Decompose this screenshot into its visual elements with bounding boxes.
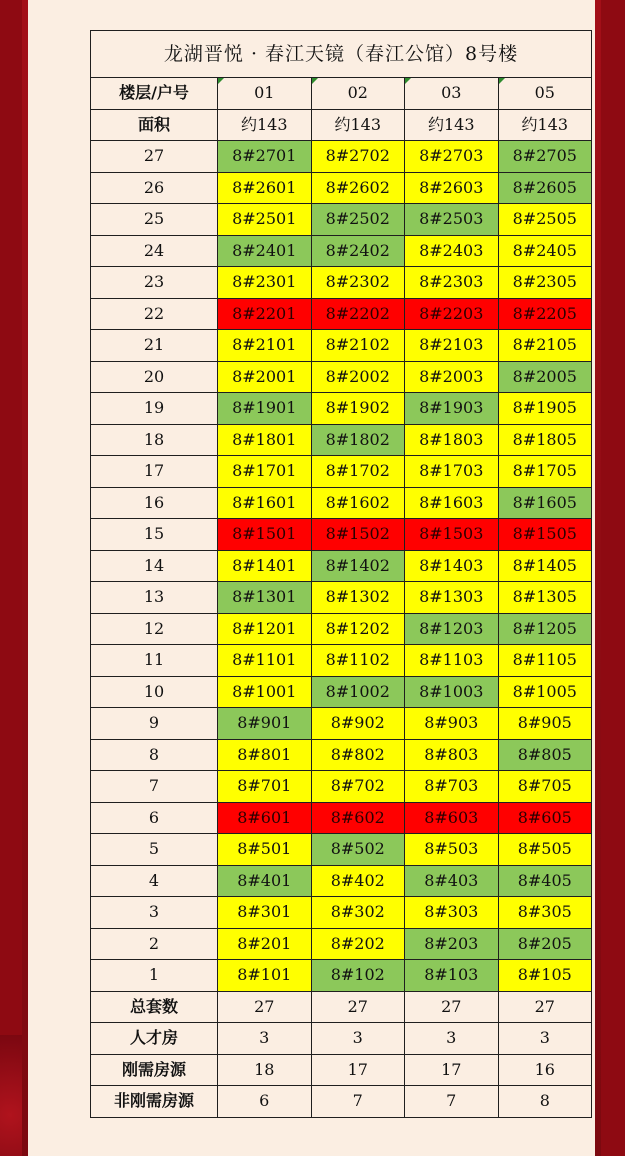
floor-number: 10 [91,676,218,708]
unit-cell: 8#1202 [311,613,405,645]
unit-cell: 8#602 [311,802,405,834]
floor-number: 16 [91,487,218,519]
summary-value: 3 [498,1023,592,1055]
unit-cell: 8#2702 [311,141,405,173]
table-row [91,361,592,393]
unit-cell: 8#2705 [498,141,592,173]
floor-number: 26 [91,172,218,204]
floor-number: 21 [91,330,218,362]
unit-cell: 8#1005 [498,676,592,708]
table-row [91,960,592,992]
unit-cell: 8#2303 [405,267,499,299]
unit-cell: 8#802 [311,739,405,771]
unit-status-table [90,30,592,1118]
unit-cell: 8#1501 [218,519,312,551]
floor-number: 8 [91,739,218,771]
unit-cell: 8#301 [218,897,312,929]
unit-cell: 8#1203 [405,613,499,645]
floor-number: 23 [91,267,218,299]
floor-number: 1 [91,960,218,992]
unit-cell: 8#2101 [218,330,312,362]
unit-cell: 8#2601 [218,172,312,204]
summary-value: 7 [311,1086,405,1118]
unit-cell: 8#2305 [498,267,592,299]
area-header-row [91,109,592,141]
floor-number: 22 [91,298,218,330]
unit-area: 约143 [218,109,312,141]
unit-cell: 8#105 [498,960,592,992]
floor-number: 18 [91,424,218,456]
unit-cell: 8#303 [405,897,499,929]
table-row [91,487,592,519]
table-row [91,897,592,929]
unit-cell: 8#402 [311,865,405,897]
summary-value: 27 [498,991,592,1023]
unit-cell: 8#1505 [498,519,592,551]
summary-label: 人才房 [91,1023,218,1055]
unit-cell: 8#2502 [311,204,405,236]
unit-cell: 8#1401 [218,550,312,582]
unit-cell: 8#702 [311,771,405,803]
unit-header-row [91,78,592,110]
floor-number: 6 [91,802,218,834]
unit-cell: 8#505 [498,834,592,866]
unit-cell: 8#2201 [218,298,312,330]
unit-cell: 8#2603 [405,172,499,204]
table-row [91,771,592,803]
unit-cell: 8#1405 [498,550,592,582]
summary-value: 27 [311,991,405,1023]
unit-cell: 8#902 [311,708,405,740]
unit-cell: 8#2103 [405,330,499,362]
floor-number: 2 [91,928,218,960]
floor-rows [91,141,592,992]
table-row [91,550,592,582]
unit-cell: 8#2302 [311,267,405,299]
unit-cell: 8#805 [498,739,592,771]
summary-value: 27 [218,991,312,1023]
unit-cell: 8#605 [498,802,592,834]
unit-cell: 8#1001 [218,676,312,708]
table-row [91,141,592,173]
unit-cell: 8#2701 [218,141,312,173]
unit-cell: 8#701 [218,771,312,803]
floor-number: 13 [91,582,218,614]
unit-cell: 8#302 [311,897,405,929]
unit-cell: 8#1802 [311,424,405,456]
floor-number: 3 [91,897,218,929]
unit-cell: 8#2403 [405,235,499,267]
summary-value: 3 [218,1023,312,1055]
unit-number: 05 [498,78,592,110]
unit-area: 约143 [498,109,592,141]
unit-cell: 8#1603 [405,487,499,519]
summary-label: 非刚需房源 [91,1086,218,1118]
unit-cell: 8#1803 [405,424,499,456]
unit-cell: 8#601 [218,802,312,834]
unit-cell: 8#1105 [498,645,592,677]
floor-number: 9 [91,708,218,740]
summary-value: 17 [405,1054,499,1086]
unit-cell: 8#1301 [218,582,312,614]
summary-value: 6 [218,1086,312,1118]
unit-cell: 8#2002 [311,361,405,393]
unit-cell: 8#1305 [498,582,592,614]
unit-cell: 8#1702 [311,456,405,488]
unit-cell: 8#1102 [311,645,405,677]
area-label: 面积 [91,109,218,141]
unit-cell: 8#1703 [405,456,499,488]
unit-cell: 8#1002 [311,676,405,708]
unit-cell: 8#1201 [218,613,312,645]
summary-row [91,991,592,1023]
unit-cell: 8#1503 [405,519,499,551]
unit-area: 约143 [405,109,499,141]
unit-cell: 8#102 [311,960,405,992]
table-row [91,424,592,456]
table-row [91,298,592,330]
table-row [91,204,592,236]
table-row [91,739,592,771]
unit-cell: 8#2605 [498,172,592,204]
unit-cell: 8#1901 [218,393,312,425]
table-row [91,708,592,740]
unit-area: 约143 [311,109,405,141]
summary-value: 7 [405,1086,499,1118]
table-row [91,676,592,708]
unit-cell: 8#1302 [311,582,405,614]
table-row [91,235,592,267]
unit-cell: 8#2405 [498,235,592,267]
summary-value: 17 [311,1054,405,1086]
unit-cell: 8#2301 [218,267,312,299]
unit-cell: 8#405 [498,865,592,897]
unit-cell: 8#1801 [218,424,312,456]
floor-number: 12 [91,613,218,645]
unit-cell: 8#1605 [498,487,592,519]
unit-cell: 8#2703 [405,141,499,173]
unit-cell: 8#1705 [498,456,592,488]
page-title: 龙湖晋悦 · 春江天镜（春江公馆）8号楼 [91,31,592,78]
table-row [91,393,592,425]
summary-value: 27 [405,991,499,1023]
summary-row [91,1023,592,1055]
unit-number: 01 [218,78,312,110]
unit-number: 02 [311,78,405,110]
floor-number: 25 [91,204,218,236]
unit-cell: 8#502 [311,834,405,866]
table-row [91,267,592,299]
unit-cell: 8#1601 [218,487,312,519]
floor-number: 14 [91,550,218,582]
unit-cell: 8#1902 [311,393,405,425]
table-row [91,519,592,551]
unit-cell: 8#2001 [218,361,312,393]
unit-cell: 8#1701 [218,456,312,488]
table-row [91,645,592,677]
unit-cell: 8#1303 [405,582,499,614]
unit-cell: 8#101 [218,960,312,992]
summary-value: 3 [405,1023,499,1055]
summary-value: 18 [218,1054,312,1086]
unit-cell: 8#801 [218,739,312,771]
floor-number: 4 [91,865,218,897]
summary-value: 3 [311,1023,405,1055]
unit-cell: 8#1805 [498,424,592,456]
floor-number: 7 [91,771,218,803]
unit-cell: 8#203 [405,928,499,960]
unit-cell: 8#401 [218,865,312,897]
table-row [91,456,592,488]
unit-cell: 8#603 [405,802,499,834]
summary-value: 16 [498,1054,592,1086]
unit-cell: 8#1402 [311,550,405,582]
unit-cell: 8#2203 [405,298,499,330]
unit-cell: 8#803 [405,739,499,771]
floor-number: 15 [91,519,218,551]
table-row [91,802,592,834]
unit-cell: 8#503 [405,834,499,866]
unit-cell: 8#2501 [218,204,312,236]
unit-cell: 8#1502 [311,519,405,551]
unit-cell: 8#202 [311,928,405,960]
floor-number: 17 [91,456,218,488]
unit-number: 03 [405,78,499,110]
summary-row [91,1054,592,1086]
unit-cell: 8#2102 [311,330,405,362]
unit-cell: 8#2105 [498,330,592,362]
unit-cell: 8#501 [218,834,312,866]
floor-number: 19 [91,393,218,425]
unit-cell: 8#1905 [498,393,592,425]
unit-cell: 8#703 [405,771,499,803]
summary-rows [91,991,592,1117]
table-row [91,865,592,897]
table-row [91,330,592,362]
floor-number: 20 [91,361,218,393]
table-row [91,582,592,614]
unit-cell: 8#103 [405,960,499,992]
unit-cell: 8#903 [405,708,499,740]
unit-cell: 8#2503 [405,204,499,236]
floor-number: 5 [91,834,218,866]
floor-number: 11 [91,645,218,677]
unit-cell: 8#2401 [218,235,312,267]
unit-cell: 8#305 [498,897,592,929]
unit-cell: 8#403 [405,865,499,897]
unit-cell: 8#901 [218,708,312,740]
unit-label: 楼层/户号 [91,78,218,110]
unit-cell: 8#2402 [311,235,405,267]
summary-row [91,1086,592,1118]
unit-cell: 8#905 [498,708,592,740]
unit-cell: 8#2205 [498,298,592,330]
table-row [91,172,592,204]
document-page [28,0,595,1156]
unit-cell: 8#2505 [498,204,592,236]
unit-cell: 8#705 [498,771,592,803]
unit-cell: 8#1101 [218,645,312,677]
unit-cell: 8#1403 [405,550,499,582]
summary-label: 总套数 [91,991,218,1023]
unit-cell: 8#1103 [405,645,499,677]
table-row [91,928,592,960]
unit-cell: 8#1602 [311,487,405,519]
unit-cell: 8#1205 [498,613,592,645]
unit-cell: 8#2005 [498,361,592,393]
floor-number: 24 [91,235,218,267]
unit-cell: 8#1003 [405,676,499,708]
summary-value: 8 [498,1086,592,1118]
floor-number: 27 [91,141,218,173]
unit-cell: 8#1903 [405,393,499,425]
unit-cell: 8#205 [498,928,592,960]
unit-cell: 8#2202 [311,298,405,330]
table-row [91,613,592,645]
table-row [91,834,592,866]
unit-cell: 8#2602 [311,172,405,204]
summary-label: 刚需房源 [91,1054,218,1086]
unit-cell: 8#2003 [405,361,499,393]
unit-cell: 8#201 [218,928,312,960]
